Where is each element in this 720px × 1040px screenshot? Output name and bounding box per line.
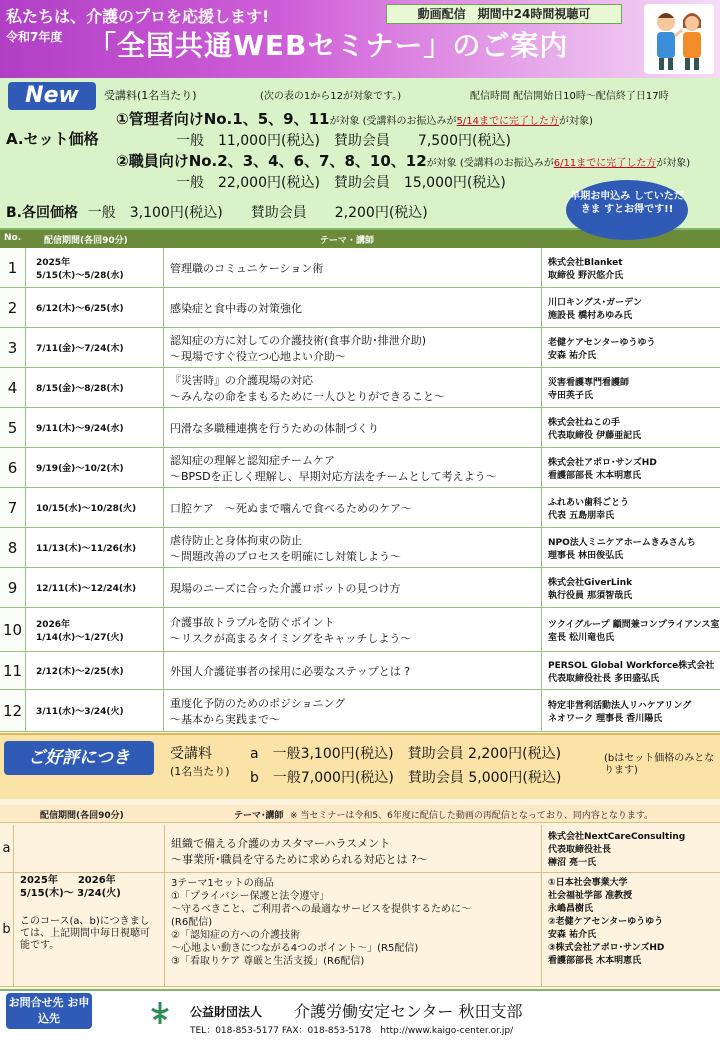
page-title: 「全国共通WEBセミナー」のご案内 <box>88 29 569 62</box>
popular-price-b: b 一般7,000円(税込) 賛助会員 5,000円(税込) <box>250 770 562 786</box>
course-b-theme: 3テーマ1セットの商品 ①「プライバシー保護と法令遵守」 ～守るべきこと、ご利用者への最適なサービスを提供するために～ (R6配信) ②「認知症の方への介護技術 ～心地よい動きにつながる4つのポイント～」(R5配信) ③「看取りケア 尊厳と生活支援」(R6配信) <box>164 873 542 986</box>
org-name: 介護労働安定センター 秋田支部 <box>294 1002 523 1021</box>
popular-section <box>0 733 720 799</box>
table-row <box>0 568 720 608</box>
contact-info: TEL：018-853-5177 FAX：018-853-5178 http://www.kaigo-center.or.jp/ <box>190 1026 514 1036</box>
slogan: 私たちは、介護のプロを応援します! <box>6 7 270 26</box>
row-period: 11/13(木)～11/26(水) <box>26 528 164 567</box>
center-logo-icon <box>146 999 174 1032</box>
streaming-badge: 動画配信 期間中24時間視聴可 <box>386 4 622 24</box>
row-period: 9/11(木)～9/24(水) <box>26 408 164 447</box>
row-period: 9/19(金)～10/2(木) <box>26 448 164 487</box>
course-a-label: a <box>0 825 14 872</box>
table-row <box>0 448 720 488</box>
row-number: 3 <box>0 328 26 367</box>
early-bird-bubble: 早期お申込み していただきま すとお得です!! <box>566 180 688 240</box>
rebroadcast-note: ※ 当セミナーは令和5、6年度に配信した動画の再配信となっており、同内容となります。 <box>290 811 654 821</box>
table-row <box>0 488 720 528</box>
admin-price: 一般 11,000円(税込) 賛助会員 7,500円(税込) <box>176 133 511 149</box>
org-type: 公益財団法人 <box>190 1005 263 1019</box>
staff-target: ②職員向けNo.2、3、4、6、7、8、10、12が対象 (受講料のお振込みが6/11までに完了した方が対象) <box>116 152 691 170</box>
row-theme: 『災害時』の介護現場の対応 ～みんなの命をまもるために一人ひとりができること～ <box>164 368 542 407</box>
row-lecturer: 災害看護専門看護師 寺田英子氏 <box>548 377 630 401</box>
row-period: 10/15(水)～10/28(火) <box>26 488 164 527</box>
row-lecturer: PERSOL Global Workforce株式会社 代表取締役社長 多田盛弘氏 <box>548 660 715 684</box>
course-b-label: b <box>0 873 14 986</box>
row-theme: 認知症の理解と認知症チームケア ～BPSDを正しく理解し、早期対応方法をチームとして考えよう～ <box>164 448 542 487</box>
fiscal-year: 令和7年度 <box>6 30 63 44</box>
table-row <box>0 528 720 568</box>
row-theme: 口腔ケア ～死ぬまで噛んで食べるためのケア～ <box>164 488 542 527</box>
row-number: 6 <box>0 448 26 487</box>
row-theme: 円滑な多職種連携を行うための体制づくり <box>164 408 542 447</box>
delivery-time: 配信時間 配信開始日10時～配信終了日17時 <box>470 91 669 102</box>
table-row <box>0 368 720 408</box>
col2-theme: テーマ･講師 <box>234 811 284 821</box>
row-period: 3/11(水)～3/24(火) <box>26 690 164 731</box>
row-number: 5 <box>0 408 26 447</box>
course-a-lecturer: 株式会社NextCareConsulting 代表取締役社長 榊沼 亮一氏 <box>548 832 686 868</box>
row-number: 7 <box>0 488 26 527</box>
contact-badge: お問合せ先 お申込先 <box>6 993 92 1029</box>
caregivers-illustration <box>644 4 714 74</box>
row-lecturer: 株式会社GiverLink 執行役員 那須智哉氏 <box>548 577 633 601</box>
col-no: No. <box>4 233 22 243</box>
popular-price-a: a 一般3,100円(税込) 賛助会員 2,200円(税込) <box>250 746 562 762</box>
admin-deadline: 5/14までに完了した方 <box>456 116 560 127</box>
course-a-row <box>0 825 720 873</box>
row-period: 12/11(木)～12/24(水) <box>26 568 164 607</box>
popular-badge: ご好評につき <box>4 741 154 775</box>
table-row <box>0 690 720 732</box>
row-number: 8 <box>0 528 26 567</box>
row-lecturer: 特定非営利活動法人リハケアリング ネオワーク 理事長 香川陽氏 <box>548 700 692 724</box>
table2-header <box>0 805 720 823</box>
row-theme: 現場のニーズに合った介護ロボットの見つけ方 <box>164 568 542 607</box>
per-session-price: B.各回価格 一般 3,100円(税込) 賛助会員 2,200円(税込) <box>6 205 428 221</box>
row-number: 2 <box>0 288 26 327</box>
row-theme: 介護事故トラブルを防ぐポイント ～リスクが高まるタイミングをキャッチしよう～ <box>164 608 542 651</box>
popular-fee-unit: (1名当たり) <box>170 765 230 778</box>
row-theme: 管理職のコミュニケーション術 <box>164 248 542 287</box>
row-lecturer: 株式会社Blanket 取締役 野沢悠介氏 <box>548 257 624 281</box>
course-period: 2025年 2026年 5/15(木)～ 3/24(火) <box>20 875 121 899</box>
row-period: 2026年 1/14(水)～1/27(火) <box>26 608 164 651</box>
row-theme: 重度化予防のためのポジショニング ～基本から実践まで～ <box>164 690 542 731</box>
staff-deadline: 6/11までに完了した方 <box>553 158 657 169</box>
col-date: 配信期間(各回90分) <box>44 236 128 246</box>
row-number: 12 <box>0 690 26 731</box>
row-period: 8/15(金)～8/28(木) <box>26 368 164 407</box>
row-number: 10 <box>0 608 26 651</box>
fee-label: 受講料(1名当たり) <box>104 89 197 102</box>
header-banner <box>0 0 720 78</box>
popular-note: (bはセット価格のみとなります) <box>604 753 715 776</box>
row-lecturer: 株式会社アポロ･サンズHD 看護部部長 木本明恵氏 <box>548 457 657 481</box>
row-number: 4 <box>0 368 26 407</box>
row-period: 7/11(金)～7/24(木) <box>26 328 164 367</box>
row-theme: 感染症と食中毒の対策強化 <box>164 288 542 327</box>
row-period: 2025年 5/15(木)～5/28(水) <box>26 248 164 287</box>
staff-price: 一般 22,000円(税込) 賛助会員 15,000円(税込) <box>176 175 506 191</box>
table-row <box>0 608 720 652</box>
course-a-theme: 組織で備える介護のカスタマーハラスメント ～事業所･職員を守るために求められる対応とは ?～ <box>164 825 542 872</box>
row-lecturer: 株式会社ねこの手 代表取締役 伊藤亜記氏 <box>548 417 642 441</box>
row-lecturer: 老健ケアセンターゆうゆう 安森 祐介氏 <box>548 337 656 361</box>
row-theme: 虐待防止と身体拘束の防止 ～問題改善のプロセスを明確にし対策しよう～ <box>164 528 542 567</box>
row-theme: 外国人介護従事者の採用に必要なステップとは ? <box>164 652 542 689</box>
popular-fee-label: 受講料 <box>170 746 212 762</box>
row-number: 11 <box>0 652 26 689</box>
course-b-lecturer: ①日本社会事業大学 社会福祉学部 准教授 永嶋昌樹氏 ②老健ケアセンターゆうゆう 安森 祐介氏 ③株式会社アポロ･サンズHD 看護部部長 木本明恵氏 <box>548 878 665 966</box>
row-number: 1 <box>0 248 26 287</box>
row-period: 6/12(木)～6/25(水) <box>26 288 164 327</box>
admin-target: ①管理者向けNo.1、5、9、11が対象 (受講料のお振込みが5/14までに完了した方が対象) <box>116 110 593 128</box>
course-note: このコース(a、b)につきましては、上記期間中毎日視聴可能です。 <box>20 916 150 951</box>
new-badge: New <box>8 82 96 110</box>
footer <box>0 989 720 1040</box>
col-theme: テーマ・講師 <box>320 236 375 246</box>
fee-note: (次の表の1から12が対象です。) <box>260 91 402 102</box>
set-price-label: A.セット価格 <box>6 130 99 148</box>
row-period: 2/12(木)～2/25(水) <box>26 652 164 689</box>
row-number: 9 <box>0 568 26 607</box>
table-row <box>0 248 720 288</box>
row-lecturer: 川口キングス･ガーデン 施設長 橋村あゆみ氏 <box>548 297 642 321</box>
row-lecturer: NPO法人ミニケアホームきみさんち 理事長 林田俊弘氏 <box>548 537 696 561</box>
row-lecturer: ツクイグループ 顧問兼コンプライアンス室 室長 松川竜也氏 <box>548 619 720 643</box>
table-row <box>0 408 720 448</box>
table-row <box>0 652 720 690</box>
row-theme: 認知症の方に対しての介護技術(食事介助･排泄介助) ～現場ですぐ役立つ心地よい介助～ <box>164 328 542 367</box>
col2-date: 配信期間(各回90分) <box>40 811 124 821</box>
row-lecturer: ふれあい歯科ごとう 代表 五島朋幸氏 <box>548 497 630 521</box>
table-row <box>0 288 720 328</box>
table-row <box>0 328 720 368</box>
